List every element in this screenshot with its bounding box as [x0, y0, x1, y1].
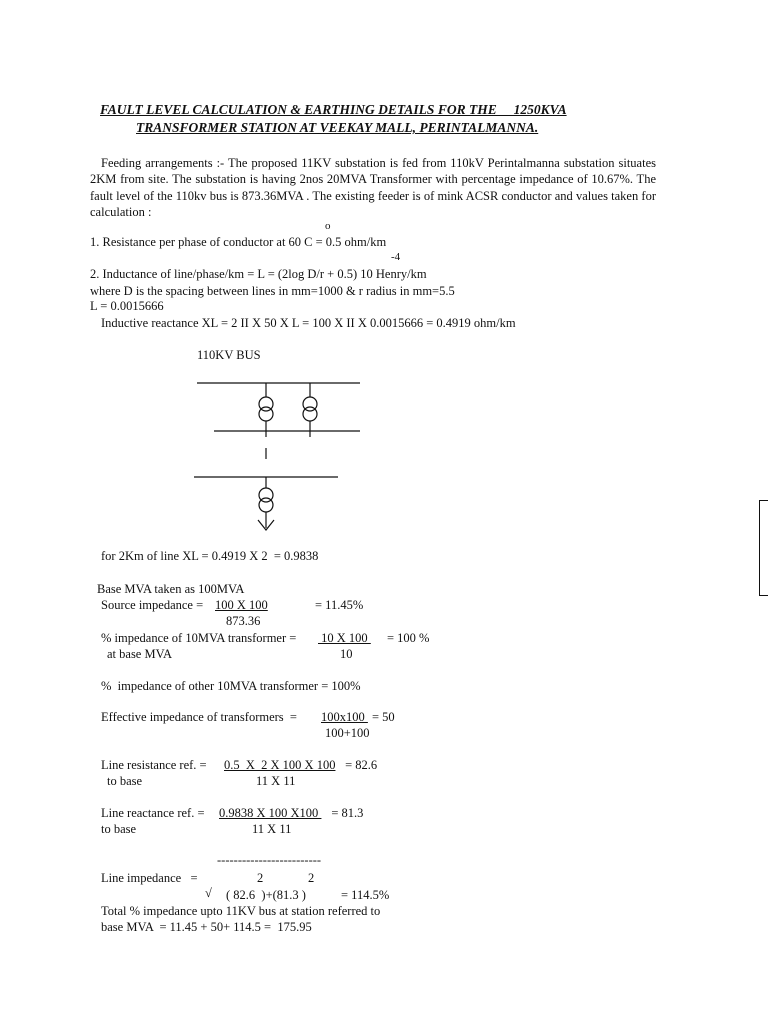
effective-impedance-label: Effective impedance of transformers = — [101, 710, 304, 724]
line-resistance-label: Line resistance ref. = — [101, 758, 213, 772]
intro-paragraph: Feeding arrangements :- The proposed 11KV substation is fed from 110kV Perintalmanna substation situates 2KM from site. The substation is having 2nos 20MVA Transformer with percentage impedance of 10.67%. The fault level of the 110kv bus is 873.36MVA . The existing feeder is of mink ACSR conductor and values taken for calculation : — [90, 156, 656, 219]
source-impedance-label: Source impedance = — [101, 598, 207, 612]
total-impedance-line-2: base MVA = 11.45 + 50+ 114.5 = 175.95 — [101, 920, 312, 934]
spacing-note: where D is the spacing between lines in mm=1000 & r radius in mm=5.5 — [90, 284, 455, 298]
line-impedance-expression: ( 82.6 )+(81.3 ) — [226, 888, 306, 902]
other-transformer-impedance: % impedance of other 10MVA transformer = 100% — [101, 679, 361, 693]
effective-impedance-numerator: 100x100 — [321, 710, 368, 724]
line-reactance-result: = 81.3 — [322, 806, 364, 820]
line-reactance-numerator: 0.9838 X 100 X100 — [219, 806, 322, 820]
total-impedance-line-1: Total % impedance upto 11KV bus at station referred to — [101, 904, 381, 918]
square-exponent-2: 2 — [308, 871, 315, 885]
source-impedance-numerator: 100 X 100 — [215, 598, 268, 612]
item-resistance: 1. Resistance per phase of conductor at 60 C = 0.5 ohm/km — [90, 235, 387, 249]
transformer-impedance-sub: at base MVA — [107, 647, 173, 661]
exponent-superscript: -4 — [391, 251, 401, 263]
source-impedance-denominator: 873.36 — [226, 614, 261, 628]
transformer-impedance-label: % impedance of 10MVA transformer = — [101, 631, 300, 645]
effective-impedance-result: = 50 — [372, 710, 395, 724]
transformer-impedance-numerator: 10 X 100 — [318, 631, 371, 645]
item-inductance: 2. Inductance of line/phase/km = L = (2log D/r + 0.5) 10 Henry/km — [90, 267, 427, 281]
line-resistance-denominator: 11 X 11 — [256, 774, 296, 788]
line-resistance-result: = 82.6 — [342, 758, 378, 772]
inductance-value: L = 0.0015666 — [90, 299, 164, 313]
transformer-impedance-result: = 100 % — [387, 631, 430, 645]
degree-superscript: o — [325, 220, 331, 232]
line-resistance-numerator: 0.5 X 2 X 100 X 100 — [224, 758, 336, 772]
title-line-1: FAULT LEVEL CALCULATION & EARTHING DETAILS FOR THE 1250KVA — [100, 102, 567, 117]
inductive-reactance: Inductive reactance XL = 2 II X 50 X L = 100 X II X 0.0015666 = 0.4919 ohm/km — [101, 316, 516, 330]
transformer-2-coil-lower — [303, 407, 317, 421]
line-reactance-denominator: 11 X 11 — [252, 822, 292, 836]
transformer-3-coil-lower — [259, 498, 273, 512]
line-impedance-label: Line impedance = — [101, 871, 198, 885]
square-root-symbol: √ — [205, 886, 212, 900]
title-line-2: TRANSFORMER STATION AT VEEKAY MALL, PERINTALMANNA. — [136, 120, 539, 135]
base-mva: Base MVA taken as 100MVA — [97, 582, 245, 596]
effective-impedance-denominator: 100+100 — [325, 726, 370, 740]
root-overline: ------------------------- — [217, 853, 322, 867]
page-edge-tab — [759, 500, 768, 596]
square-exponent-1: 2 — [257, 871, 264, 885]
line-reactance-sub: to base — [101, 822, 137, 836]
xl-2km: for 2Km of line XL = 0.4919 X 2 = 0.9838 — [101, 549, 319, 563]
transformer-impedance-denominator: 10 — [340, 647, 353, 661]
line-reactance-label: Line reactance ref. = — [101, 806, 211, 820]
transformer-1-coil-lower — [259, 407, 273, 421]
bus-label: 110KV BUS — [197, 348, 261, 362]
line-impedance-result: = 114.5% — [341, 888, 390, 902]
line-resistance-sub: to base — [107, 774, 143, 788]
source-impedance-result: = 11.45% — [315, 598, 364, 612]
